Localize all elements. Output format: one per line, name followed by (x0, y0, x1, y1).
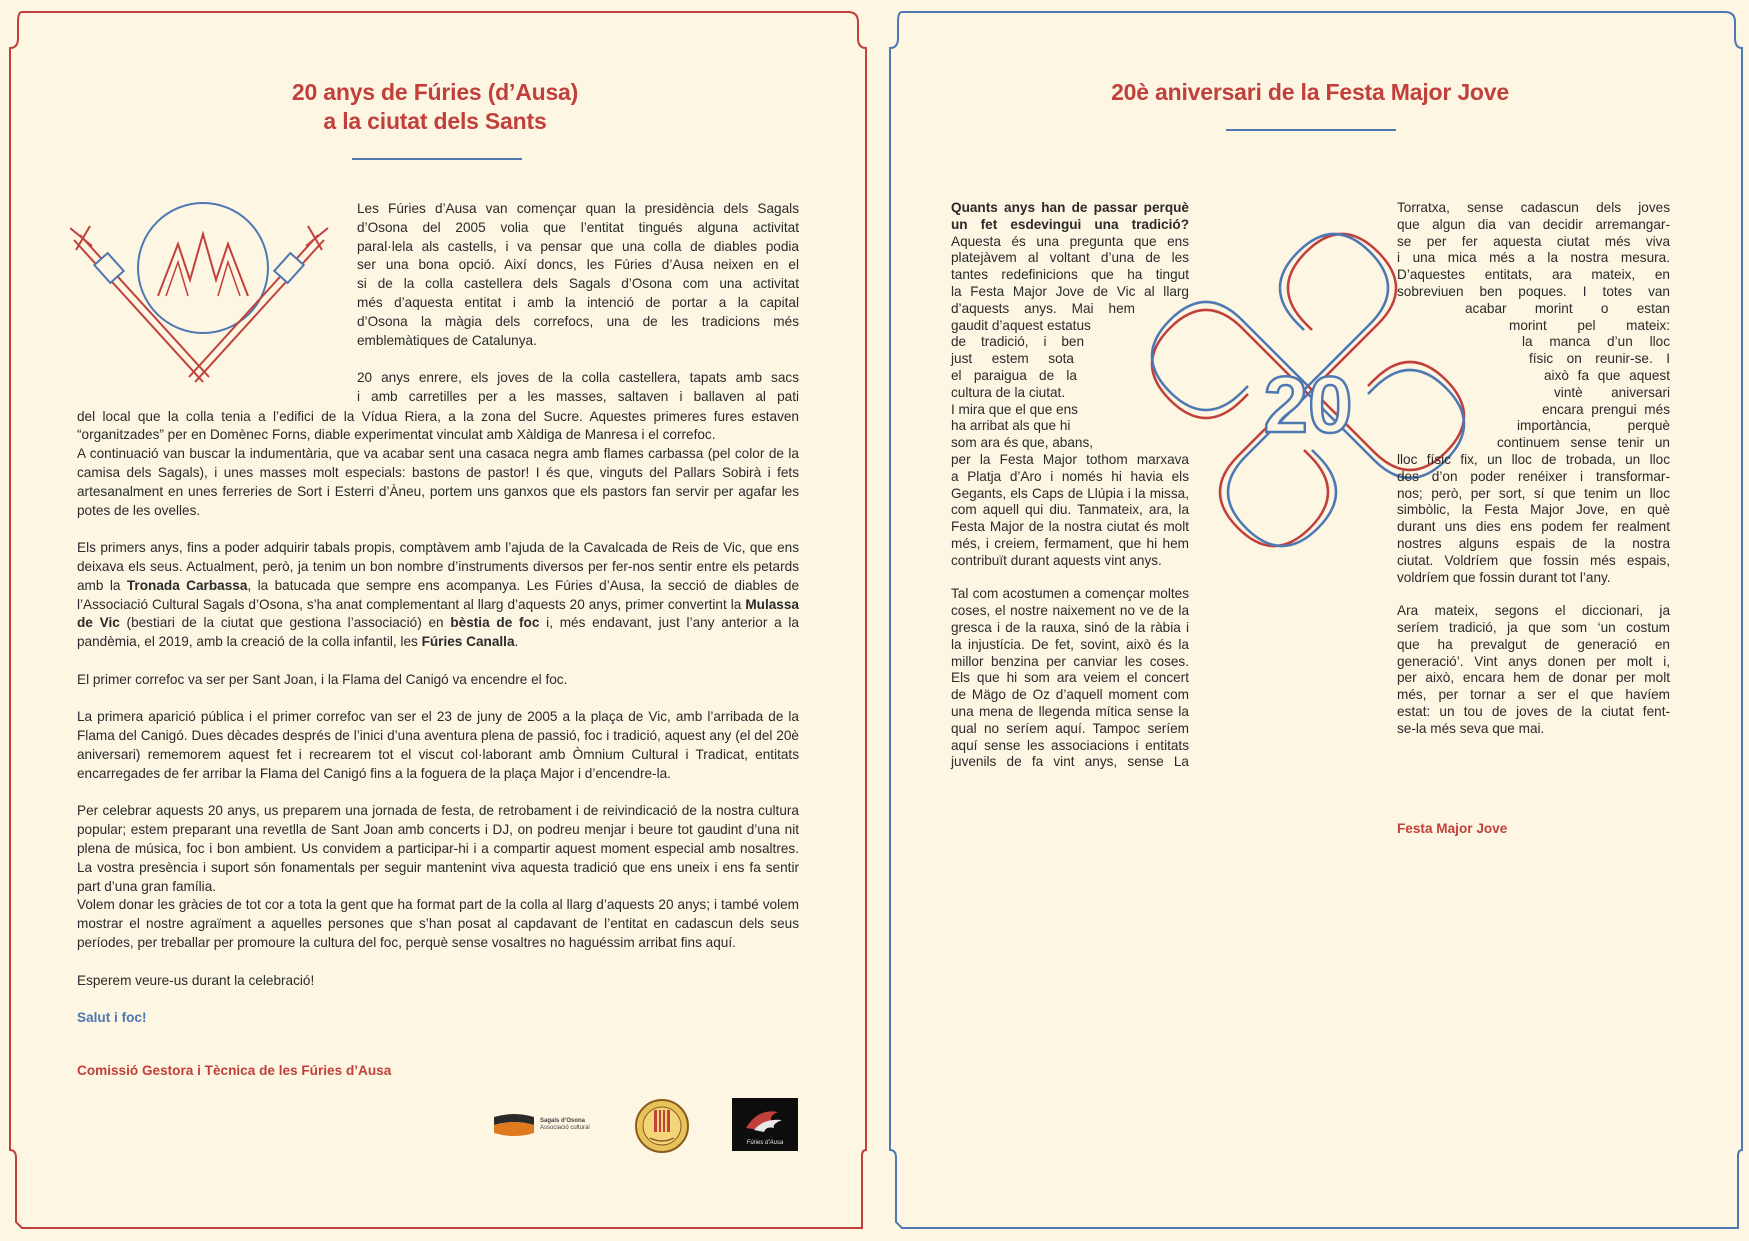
salut-signoff: Salut i foc! (77, 1010, 147, 1026)
left-page-title (190, 78, 680, 136)
column-line: Els que hi som ara veiem el concert (951, 670, 1189, 686)
column-line: i una mica més a la nostra mesura. (1397, 250, 1670, 266)
sagals-badge-icon (634, 1098, 690, 1154)
column-line: ciutat. Voldríem que fossin més espais, (1397, 552, 1670, 568)
column-line: som ara és que, abans, (951, 435, 1094, 451)
column-line: D’aquestes entitats, ara mateix, en (1397, 267, 1670, 283)
column-line: que ha prevalgut de generació en (1397, 636, 1670, 652)
paragraph-esperem: Esperem veure-us durant la celebració! (77, 972, 315, 988)
column-line: importància, perquè (1517, 418, 1670, 434)
column-line: Ara mateix, segons el diccionari, ja (1397, 603, 1670, 619)
column-line (951, 570, 1189, 587)
column-line: a Platja d’Aro i només hi havia els (951, 468, 1189, 484)
column-line: durant uns dies ens podem fer realment (1397, 519, 1670, 535)
paragraph-indumentaria: A continuació van buscar la indumentària, que va acabar sent una casaca negra amb flames carbassa (pel color de la camisa dels Sagals), i unes masses molt especials: bastons de pastor! I és que, vinguts del Pallars Sobirà i fets artesanalment en unes ferreries de Sort i Esterri d’Àneu, portem uns ganxos que els pastors fan servir per agafar les potes de les ovelles. (77, 446, 799, 518)
column-line: qual no seríem aquí. Tampoc seríem (951, 720, 1189, 736)
right-column-1 (951, 200, 1189, 771)
column-line: des d’on poder renéixer i transformar- (1397, 468, 1670, 484)
intro-line: d’Osona la màgia dels correfocs, una de les tradicions més (357, 313, 799, 329)
right-column-2 (1397, 200, 1670, 738)
column-line: Festa Major de la nostra ciutat és molt (951, 519, 1189, 535)
furies-logo-icon (70, 200, 340, 390)
column-line: contribuït durant aquests vint anys. (951, 552, 1162, 568)
intro-line: més d’aquesta entitat i amb la intenció de portar a la capital (357, 294, 799, 310)
column-line: la manca d’un lloc (1522, 334, 1670, 350)
p2-line: i amb carretilles per a les masses, saltaven i ballaven al pati (357, 388, 799, 404)
column-line: aquí sense les associacions i entitats (951, 737, 1189, 753)
column-line: físic on reunir-se. I (1529, 351, 1670, 367)
column-line: la Festa Major Jove de Vic al llarg (951, 283, 1189, 299)
column-line: platejàvem al voltant d’una de les (951, 250, 1189, 266)
column-line: el paraigua de la (951, 367, 1077, 383)
column-line: lloc físic fix, un lloc de trobada, un lloc (1397, 451, 1670, 467)
column-line: d’aquests anys. Mai hem (951, 300, 1135, 316)
column-line: simbòlic, la Festa Major Jove, en què (1397, 502, 1670, 518)
column-line: Torratxa, sense cadascun dels joves (1397, 200, 1670, 215)
column-line: que algun dia van decidir arremangar- (1397, 216, 1670, 232)
column-line: més, i creiem, fermament, que hi hem (951, 535, 1189, 551)
text-run: i, més endavant, just l’any anterior a la pandèmia, el 2019, amb la creació de la colla infantil, les (77, 615, 799, 650)
bold-run: bèstia de foc (450, 615, 540, 631)
intro-line: emblemàtiques de Catalunya. (357, 332, 537, 348)
column-line: gaudit d’aquest estatus (951, 317, 1091, 333)
column-line: per això, encara hem de donar per molt (1397, 670, 1670, 686)
column-line: millor benzina per canviar les coses. (951, 653, 1189, 669)
paragraph-instruments (77, 539, 799, 652)
column-line: morint pel mateix: (1509, 317, 1670, 333)
p2-line: 20 anys enrere, els joves de la colla castellera, tapats amb sacs (357, 370, 799, 386)
column-line: just estem sota (951, 351, 1074, 367)
left-title-rule (352, 158, 522, 160)
column-line: un fet esdevingui una tradició? (951, 216, 1189, 232)
right-title-rule (1226, 129, 1396, 131)
text-run: . (514, 634, 519, 650)
column-line: per la Festa Major tothom marxava (951, 451, 1189, 467)
column-line: se per fer aquesta ciutat més viva (1397, 233, 1670, 249)
furies-name: Fúries d’Ausa (746, 1140, 784, 1146)
emblem-twenty-text: 20 (1263, 360, 1353, 449)
paragraph-primer-correfoc: El primer correfoc va ser per Sant Joan, i la Flama del Canigó va encendre el foc. (77, 671, 568, 687)
flame-bird-icon (732, 1100, 798, 1140)
intro-line: ser una bona opció. Així doncs, les Fúries d’Ausa neixen en el (357, 257, 799, 273)
column-line: estat: un tou de joves de la ciutat fent- (1397, 703, 1670, 719)
column-line: gresca i de la rauxa, sinó de la ràbia i (951, 619, 1189, 635)
column-line: de Mägo de Oz d’aquell moment com (951, 687, 1189, 703)
column-line: nos; però, per sort, sí que tenim un lloc (1397, 485, 1670, 501)
left-intro-paragraph (357, 200, 799, 407)
column-line: continuem sense tenir un (1497, 435, 1670, 451)
column-line: Quants anys han de passar perquè (951, 200, 1189, 215)
column-line: ha arribat als que hi (951, 418, 1071, 434)
column-line: més, per tornar a ser el que havíem (1397, 687, 1670, 703)
column-line: juvenils de fa vint anys, sense La (951, 754, 1189, 770)
text-run: Els primers anys, fins a poder adquirir tabals propis, comptàvem amb l’ajuda de la Cavalcada de Reis de Vic, que ens deixava els seus. Actualment, però, ja tenim un bon nombre d’instruments diversos per fer-nos sentir entre els petards amb la (77, 540, 799, 593)
column-line: Gegants, els Caps de Llúpia i la missa, (951, 485, 1189, 501)
intro-line: si de la colla castellera dels Sagals d’Osona com una activitat (357, 276, 799, 292)
right-page-title: 20è aniversari de la Festa Major Jove (1111, 79, 1509, 105)
left-title-line-2: a la ciutat dels Sants (323, 108, 547, 134)
column-line: encara prengui més (1542, 401, 1670, 417)
bold-run: Mulassa de Vic (77, 596, 799, 631)
column-line: Aquesta és una pregunta que ens (951, 233, 1189, 249)
column-line: Tal com acostumen a començar moltes (951, 586, 1189, 602)
intro-line: Les Fúries d’Ausa van començar quan la presidència dels Sagals (357, 201, 799, 216)
paragraph-celebrar: Per celebrar aquests 20 anys, us preparem una jornada de festa, de retrobament i de reivindicació de la nostra cultura popular; estem preparant una revetlla de Sant Joan amb concerts i DJ, on podreu menjar i beure tot gaudint d’una nit plena de música, foc i bon ambient. Us convidem a participar-hi i a compartir aquest moment especial amb nosaltres. La vostra presència i suport són fonamentals per seguir mantenint viva aquesta tradició que ens uneix i ens fa sentir part d’una gran família. (77, 803, 799, 894)
column-line: tantes redefinicions que ha tingut (951, 267, 1189, 283)
column-line: I mira que el que ens (951, 401, 1078, 417)
sagals-icon (492, 1113, 536, 1137)
paragraph-aparicio: La primera aparició pública i el primer correfoc van ser el 23 de juny de 2005 a la plaça de Vic, amb l’arribada de la Flama del Canigó. Dues dècades després de l’inici d’una aventura plena de passió, foc i tradició, aquest any (el del 20è aniversari) rememorem aquest fet i recrearem tot el viscut col·laborant amb Òmnium Cultural i Tradicat, entitats encarregades de fer arribar la Flama del Canigó fins a la foguera de la plaça Major i d’encendre-la. (77, 709, 799, 781)
column-line: se-la més seva que mai. (1397, 720, 1545, 736)
column-line (1397, 586, 1670, 603)
column-line: de tradició, i ben (951, 334, 1084, 350)
sagals-logo (492, 1112, 602, 1138)
column-line: acabar morint o estan (1465, 300, 1670, 316)
sagals-name: Sagals d’Osona (540, 1118, 586, 1124)
column-line: sobreviuen ben poques. I totes van (1397, 283, 1670, 299)
column-line: vintè aniversari (1554, 384, 1670, 400)
column-line: la injustícia. De fet, sovint, això és la (951, 636, 1189, 652)
left-main-text (77, 408, 799, 1100)
column-line: una mena de llegenda mítica sense la (951, 703, 1189, 719)
bold-run: Fúries Canalla (421, 634, 515, 650)
column-line: això fa que aquest (1544, 367, 1670, 383)
column-line: cultura de la ciutat. (951, 384, 1066, 400)
column-line: com aquell qui diu. Tanmateix, ara, la (951, 502, 1189, 518)
paragraph-gracies: Volem donar les gràcies de tot cor a tota la gent que ha format part de la colla al llarg d’aquests 20 anys; i també volem mostrar el nostre agraïment a aquelles persones que s’han posat al capdavant de l’entitat en cadascun dels seus períodes, per treballar per promoure la cultura del foc, perquè sense vosaltres no haguéssim arribat fins aquí. (77, 897, 799, 950)
column-line: voldríem que fossin durant tot l’any. (1397, 569, 1611, 585)
column-line: coses, el nostre naixement no ve de la (951, 603, 1189, 619)
furies-black-logo (732, 1098, 798, 1151)
sagals-subtitle: Associació cultural (540, 1125, 590, 1131)
bold-run: Tronada Carbassa (126, 577, 248, 593)
comissio-signoff: Comissió Gestora i Tècnica de les Fúries d’Ausa (77, 1062, 392, 1078)
text-run: , la batucada que sempre ens acompanya. Les Fúries d’Ausa, la secció de diables de l’Associació Cultural Sagals d’Osona, s’ha anat complementant al llarg d’aquests 20 anys, primer convertint la (77, 577, 800, 612)
left-title-line-1: 20 anys de Fúries (d’Ausa) (291, 79, 579, 105)
intro-line: paral·lela als castells, i va pensar que una colla de diables podia (357, 238, 799, 254)
column-line: nostres alguns espais de la nostra (1397, 535, 1670, 551)
intro-line: d’Osona del 2005 volia que l’entitat tingués alguna activitat (357, 219, 799, 235)
column-line: seríem tradició, ja que som ‘un costum (1397, 619, 1670, 635)
paragraph-local: del local que la colla tenia a l’edifici de la Vídua Riera, a la zona del Sucre. Aquestes primeres fures estaven “organitzades” per en Domènec Forns, diable experimentat vinculat amb Xàldiga de Manresa i el correfoc. (77, 408, 799, 443)
column-line: generació’. Vint anys donen per molt i, (1397, 653, 1670, 669)
text-run: (bestiari de la ciutat que gestiona l’associació) en (119, 615, 451, 631)
festa-major-jove-signoff: Festa Major Jove (1397, 821, 1508, 836)
